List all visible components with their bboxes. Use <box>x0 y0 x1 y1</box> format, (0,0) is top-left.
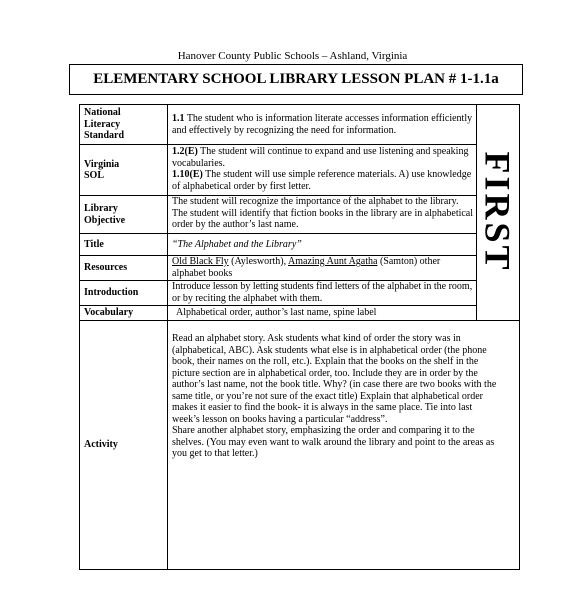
resource-author-2: (Samton) other alphabet books <box>172 256 441 279</box>
label-line: Objective <box>84 214 126 226</box>
grade-side-label <box>476 104 520 320</box>
value-resources <box>168 256 476 280</box>
label-activity: Activity <box>84 439 118 451</box>
label-line: Standard <box>84 130 125 142</box>
label-line: Literacy <box>84 118 121 130</box>
value-activity <box>168 333 504 569</box>
label-introduction: Introduction <box>84 287 139 299</box>
sol-code-1: 1.2(E) <box>172 146 198 157</box>
school-header: Hanover County Public Schools – Ashland, Virginia <box>177 50 408 62</box>
label-resources: Resources <box>84 262 128 274</box>
activity-paragraph-2: Share another alphabet story, emphasizing the order and comparing it to the shelves. (You may even want to walk around the library and point to the areas as you get to that letter.) <box>172 425 495 459</box>
standard-text: The student who is information literate accesses information efficiently and effectively by recognizing the need for information. <box>172 113 473 136</box>
resource-book-1: Old Black Fly <box>172 256 229 267</box>
activity-paragraph-1: Read an alphabet story. Ask students what kind of order the story was in (alphabetical, ABC). Ask students what else is in alphabetical order (the phone book, their names on the roll, etc.). Explain that the books on the shelf in the picture section are in alphabetical order, too. Include they are in order by the author’s last name, not the book title. Why? (in case there are two books with the same title, or you’re not sure of the exact title) Explain that alphabetical order makes it easier to find the book- it is always in the same place. Tie into last week’s lesson on books having a particular “address”. <box>172 333 497 425</box>
value-vocabulary: Alphabetical order, author’s last name, spine label <box>176 307 377 319</box>
label-title: Title <box>84 238 104 250</box>
label-national-literacy-standard <box>80 105 167 144</box>
standard-code: 1.1 <box>172 113 185 124</box>
label-line: SOL <box>84 170 105 181</box>
value-introduction: Introduce lesson by letting students find letters of the alphabet in the room, or by reciting the alphabet with them. <box>172 281 473 304</box>
value-national-literacy-standard <box>168 113 476 144</box>
resource-book-2: Amazing Aunt Agatha <box>288 256 378 267</box>
sol-code-2: 1.10(E) <box>172 169 203 180</box>
label-vocabulary: Vocabulary <box>84 307 134 319</box>
grade-side-label-text: FIRST <box>478 151 518 273</box>
page-title: ELEMENTARY SCHOOL LIBRARY LESSON PLAN # 1-1.1a <box>69 64 523 95</box>
label-virginia-sol <box>80 145 167 195</box>
sol-text-1: The student will continue to expand and use listening and speaking vocabularies. <box>172 146 469 169</box>
label-line: National <box>84 107 121 119</box>
value-library-objective: The student will recognize the importance of the alphabet to the library. The student will identify that fiction books in the library are in alphabetical order by the author’s last name. <box>172 196 474 230</box>
resource-author-1: (Aylesworth), <box>228 256 289 267</box>
sol-text-2: The student will use simple reference materials. A) use knowledge of alphabetical order by first letter. <box>172 169 472 192</box>
label-line: Virginia <box>84 158 120 170</box>
label-line: Library <box>84 203 118 214</box>
value-title: “The Alphabet and the Library” <box>172 238 302 250</box>
label-library-objective <box>80 196 167 233</box>
value-virginia-sol <box>168 146 476 195</box>
